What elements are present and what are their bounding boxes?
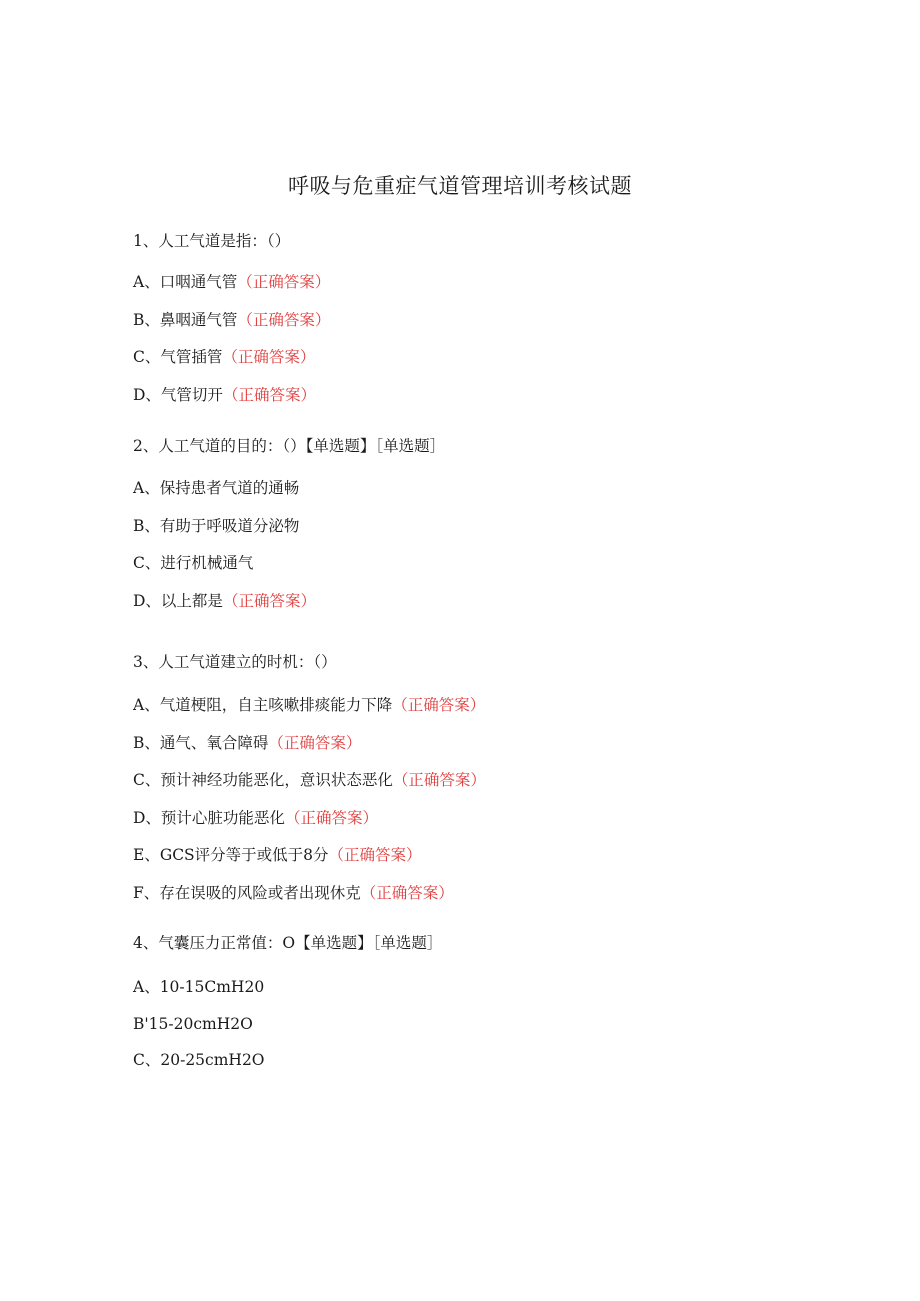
- correct-answer-tag: （正确答案）: [284, 809, 378, 827]
- option-text: B、鼻咽通气管: [133, 311, 238, 329]
- option-text: A、口咽通气管: [133, 273, 238, 291]
- q3-option-e: [133, 845, 422, 865]
- q1-option-b: [133, 310, 330, 330]
- question-4: 4、气囊压力正常值：O【单选题】［单选题］: [133, 934, 443, 952]
- correct-answer-tag: （正确答案）: [237, 273, 331, 291]
- option-text: D、预计心脏功能恶化: [133, 809, 285, 827]
- question-2: 2、人工气道的目的：（）【单选题】［单选题］: [133, 437, 446, 455]
- correct-answer-tag: （正确答案）: [392, 771, 486, 789]
- correct-answer-tag: （正确答案）: [392, 696, 486, 714]
- q1-option-c: [133, 347, 315, 367]
- q3-option-b: [133, 733, 361, 753]
- q4-option-c: [133, 1050, 265, 1070]
- option-text: A、10-15CmH20: [133, 978, 265, 996]
- option-text: B'15-20cmH2O: [133, 1015, 253, 1033]
- q3-option-f: [133, 883, 454, 903]
- q4-option-a: [133, 977, 264, 997]
- option-text: D、气管切开: [133, 386, 223, 404]
- q2-option-a: [133, 478, 299, 498]
- q3-option-a: [133, 695, 485, 715]
- option-text: D、以上都是: [133, 592, 223, 610]
- question-3: 3、人工气道建立的时机：（）: [133, 653, 337, 671]
- option-text: C、进行机械通气: [133, 554, 254, 572]
- q4-option-b: [133, 1014, 253, 1034]
- option-text: C、预计神经功能恶化，意识状态恶化: [133, 771, 393, 789]
- page-title: 呼吸与危重症气道管理培训考核试题: [288, 174, 632, 198]
- correct-answer-tag: （正确答案）: [328, 846, 422, 864]
- correct-answer-tag: （正确答案）: [237, 311, 331, 329]
- option-text: E、GCS评分等于或低于8分: [133, 846, 329, 864]
- correct-answer-tag: （正确答案）: [222, 592, 316, 610]
- option-text: B、有助于呼吸道分泌物: [133, 517, 300, 535]
- correct-answer-tag: （正确答案）: [360, 884, 454, 902]
- correct-answer-tag: （正确答案）: [268, 734, 362, 752]
- option-text: A、气道梗阻，自主咳嗽排痰能力下降: [133, 696, 393, 714]
- option-text: B、通气、氧合障碍: [133, 734, 269, 752]
- correct-answer-tag: （正确答案）: [222, 386, 316, 404]
- q2-option-d: [133, 591, 316, 611]
- correct-answer-tag: （正确答案）: [222, 348, 316, 366]
- option-text: C、气管插管: [133, 348, 223, 366]
- q1-option-a: [133, 272, 330, 292]
- q1-option-d: [133, 385, 316, 405]
- question-1: 1、人工气道是指：（）: [133, 232, 291, 250]
- option-text: F、存在误吸的风险或者出现休克: [133, 884, 361, 902]
- q2-option-b: [133, 516, 299, 536]
- q2-option-c: [133, 553, 253, 573]
- option-text: A、保持患者气道的通畅: [133, 479, 300, 497]
- q3-option-d: [133, 808, 378, 828]
- q3-option-c: [133, 770, 486, 790]
- option-text: C、20-25cmH2O: [133, 1051, 265, 1069]
